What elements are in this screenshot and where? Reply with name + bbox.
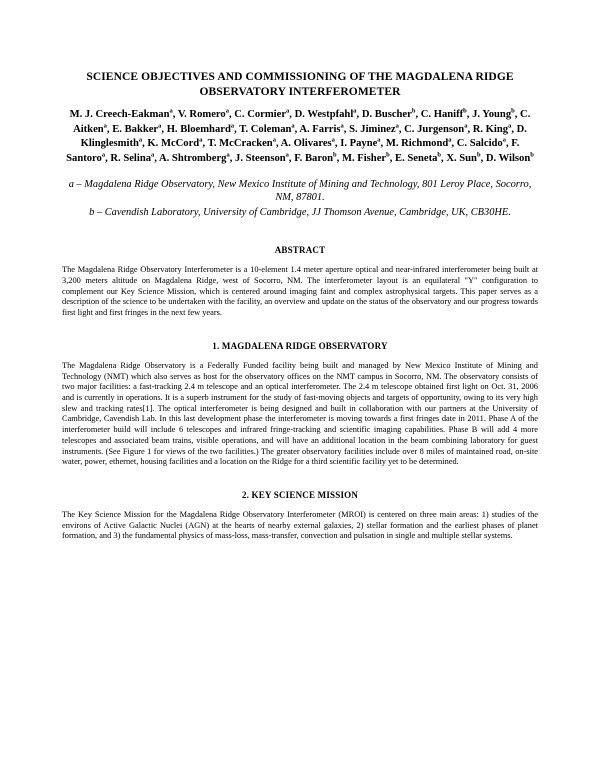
author-separator: ,: [142, 138, 148, 150]
author-entry: [294, 153, 342, 164]
author-affiliation-mark: a: [464, 122, 468, 130]
author-name: D. Buscher: [361, 109, 412, 120]
author-separator: ,: [441, 152, 447, 164]
author-entry: [281, 138, 341, 149]
author-affiliation-mark: b: [386, 151, 390, 159]
author-affiliation-mark: a: [285, 151, 289, 159]
author-entry: [395, 153, 446, 164]
author-affiliation-mark: a: [340, 122, 344, 130]
author-affiliation-mark: a: [272, 136, 276, 144]
author-name: R. King: [472, 123, 509, 135]
author-separator: ,: [480, 152, 486, 164]
author-affiliation-mark: a: [101, 151, 106, 159]
author-entry: [446, 153, 486, 164]
author-separator: ,: [105, 152, 111, 164]
title-line-1: SCIENCE OBJECTIVES AND COMMISSIONING OF THE MAGDALENA RIDGE: [86, 71, 514, 83]
author-name: E. Bakker: [112, 123, 159, 135]
author-affiliation-mark: a: [138, 136, 143, 144]
author-entry: [178, 109, 234, 120]
author-separator: ,: [398, 123, 405, 135]
author-entry: [404, 124, 473, 135]
author-name: M. Fisher: [341, 152, 387, 164]
author-separator: ,: [451, 138, 457, 150]
affiliation-b: b – Cavendish Laboratory, University of Cambridge, JJ Thomson Avenue, Cambridge, UK, CB30HE.: [89, 207, 511, 219]
author-affiliation-mark: a: [508, 122, 512, 130]
author-name: F. Santoro: [66, 138, 520, 164]
author-name: S. Jiminez: [349, 123, 396, 135]
author-entry: [112, 124, 166, 135]
author-entry: [472, 109, 520, 120]
author-entry: [362, 109, 421, 120]
author-name: A. Farris: [299, 123, 341, 135]
author-entry: [457, 138, 511, 149]
author-name: T. McCracken: [207, 138, 273, 150]
section-1-heading: 1. MAGDALENA RIDGE OBSERVATORY: [212, 340, 388, 351]
author-entry: [473, 124, 517, 135]
author-separator: ,: [380, 138, 386, 150]
paper-title: [62, 70, 538, 100]
author-name: F. Baron: [294, 152, 334, 164]
author-entry: [349, 124, 404, 135]
author-separator: ,: [334, 138, 341, 150]
author-entry: [234, 109, 294, 120]
author-affiliation-mark: a: [353, 107, 357, 115]
author-affiliation-mark: a: [377, 136, 381, 144]
author-affiliation-mark: a: [448, 136, 452, 144]
author-name: R. Selina: [110, 152, 152, 164]
author-separator: ,: [229, 152, 236, 164]
author-separator: ,: [288, 152, 295, 164]
author-name: V. Romero: [177, 109, 226, 120]
author-affiliation-mark: a: [158, 122, 162, 130]
author-affiliation-mark: b: [411, 107, 416, 115]
author-entry: [299, 124, 349, 135]
author-separator: ,: [275, 138, 281, 150]
author-entry: [386, 138, 457, 149]
section-1-text: The Magdalena Ridge Observatory is a Federally Funded facility being built and managed by New Mexico Institute of Mining and Technology (NMT) which also serves as host for the observatory offices on the NMT campus in Socorro, NM. The observatory consists of two major facilities: a fast-tracking 2.4 m telescope and an optical interferometer. The 2.4 m telescope obtained first light on Oct. 31, 2006 and is currently in operations. It is a superb instrument for the study of fast-moving objects and targets of opportunity, owing to its very high slew and tracking rates[1]. The optical interferometer is being designed and built in collaboration with our partners at the University of Cambridge, Cavendish Lab. In this last development phase the interferometer is moving towards a first fringes date in 2011. Phase A of the interferometer build will include 6 telescopes and infrared fringe-tracking and scientific imaging capabilities. Phase B will add 4 more telescopes and associated beam trains, visible operations, and will have an additional location in the beam combining laboratory for guest instruments. (See Figure 1 for views of the two facilities.) The greater observatory facilities include over 8 miles of maintained road, on-site water, power, ethernet, housing facilities and a location on the Ridge for a third scientific facility yet to be determined.: [62, 360, 538, 467]
author-name: X. Sun: [446, 152, 477, 164]
author-name: C. Cormier: [234, 109, 287, 120]
author-entry: [110, 153, 159, 164]
author-separator: ,: [289, 109, 295, 120]
author-name: E. Seneta: [395, 152, 438, 164]
author-separator: ,: [466, 109, 473, 120]
author-affiliation-mark: a: [199, 136, 203, 144]
author-entry: [147, 138, 207, 149]
author-entry: [421, 109, 472, 120]
author-name: C. Salcido: [456, 138, 503, 150]
author-affiliation-mark: a: [286, 107, 290, 115]
author-separator: ,: [415, 109, 421, 120]
author-name: A. Olivares: [280, 138, 332, 150]
author-entry: [340, 138, 386, 149]
author-name: K. McCord: [147, 138, 200, 150]
author-entry: [70, 109, 178, 120]
author-affiliation-mark: b: [437, 151, 442, 159]
author-entry: [159, 153, 235, 164]
author-entry: [239, 124, 299, 135]
author-affiliation-mark: a: [151, 151, 155, 159]
abstract-heading: ABSTRACT: [274, 245, 326, 256]
author-affiliation-mark: a: [230, 122, 235, 130]
author-separator: ,: [514, 109, 521, 120]
author-separator: ,: [228, 109, 235, 120]
author-separator: ,: [234, 123, 240, 135]
author-entry: [208, 138, 281, 149]
author-name: T. Coleman: [239, 123, 292, 135]
author-affiliation-mark: a: [226, 151, 230, 159]
author-separator: ,: [505, 138, 512, 150]
author-list: [62, 108, 538, 166]
author-name: J. Young: [472, 109, 512, 120]
author-name: A. Shtromberg: [158, 152, 227, 164]
author-affiliation-mark: b: [476, 151, 481, 159]
author-affiliation-mark: a: [169, 107, 173, 115]
author-entry: [167, 124, 240, 135]
author-affiliation-mark: b: [463, 107, 467, 115]
author-name: D. Westpfahl: [294, 109, 354, 120]
author-name: C. Haniff: [420, 109, 464, 120]
author-entry: [486, 153, 534, 164]
section-2-heading: 2. KEY SCIENCE MISSION: [241, 489, 359, 500]
author-affiliation-mark: a: [291, 122, 295, 130]
author-affiliation-mark: a: [103, 122, 107, 130]
author-separator: ,: [343, 123, 350, 135]
author-separator: ,: [172, 109, 178, 120]
author-name: I. Payne: [340, 138, 378, 150]
affiliation-a: a – Magdalena Ridge Observatory, New Mexico Institute of Mining and Technology, 801 Leroy Place, Socorro, NM, 87801.: [68, 179, 532, 204]
author-name: C. Jurgenson: [404, 123, 465, 135]
author-name: D. Klinglesmith: [80, 123, 527, 150]
author-name: M. J. Creech-Eakman: [69, 109, 170, 120]
author-name: M. Richmond: [385, 138, 449, 150]
author-affiliation-mark: a: [331, 136, 335, 144]
author-entry: [235, 153, 294, 164]
author-affiliation-mark: b: [333, 151, 337, 159]
title-line-2: OBSERVATORY INTERFEROMETER: [199, 86, 401, 98]
abstract-text: The Magdalena Ridge Observatory Interferometer is a 10-element 1.4 meter aperture optical and near-infrared interferometer being built at 3,200 meters altitude on Magdalena Ridge, west of Socorro, NM. The interferometer layout is an equilateral "Y" configuration to complement our Key Science Mission, which is centered around imaging faint and complex astrophysical targets. This paper serves as a description of the science to be undertaken with the facility, an overview and update on the status of the observatory and our progress towards first light and first fringes in the next few years.: [62, 265, 538, 318]
author-name: C. Aitken: [73, 109, 531, 135]
author-separator: ,: [511, 123, 517, 135]
author-separator: ,: [389, 152, 396, 164]
section-2-text: The Key Science Mission for the Magdalena Ridge Observatory Interferometer (MROI) is centered on three main areas: 1) studies of the environs of Active Galactic Nuclei (AGN) at the hearts of nearby external galaxies, 2) stellar formation and the earliest phases of planet formation, and 3) the fundamental physics of mass-loss, mass-transfer, convection and pulsation in single and multiple stellar systems.: [62, 509, 538, 541]
author-affiliation-mark: b: [511, 107, 515, 115]
author-separator: ,: [356, 109, 362, 120]
author-affiliation-mark: a: [502, 136, 506, 144]
author-separator: ,: [467, 123, 473, 135]
author-entry: [342, 153, 395, 164]
author-affiliation-mark: a: [225, 107, 229, 115]
author-separator: ,: [106, 123, 113, 135]
author-separator: ,: [161, 123, 167, 135]
author-affiliation-mark: a: [395, 122, 399, 130]
author-separator: ,: [294, 123, 300, 135]
author-separator: ,: [336, 152, 342, 164]
author-name: J. Steenson: [235, 152, 286, 164]
author-affiliation-mark: b: [530, 151, 534, 159]
author-entry: [295, 109, 362, 120]
author-separator: ,: [154, 152, 159, 164]
author-separator: ,: [202, 138, 208, 150]
author-name: H. Bloemhard: [166, 123, 231, 135]
author-name: D. Wilson: [485, 152, 531, 164]
